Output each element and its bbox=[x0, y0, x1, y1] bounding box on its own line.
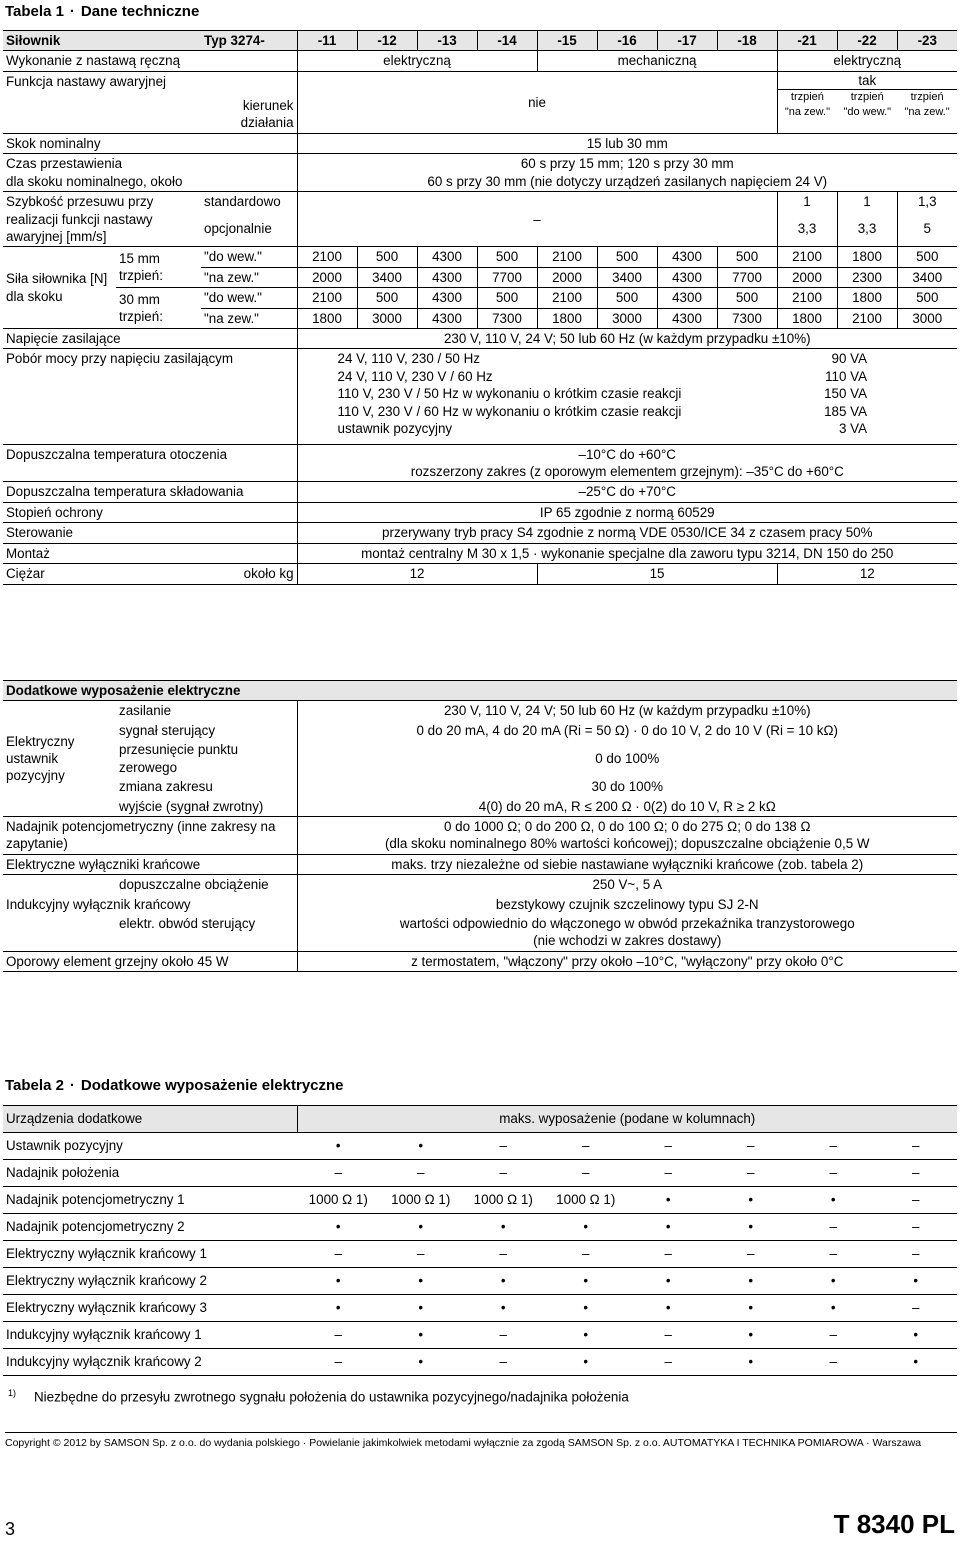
cell-text: 185 VA bbox=[824, 403, 868, 419]
table-row bbox=[3, 154, 957, 192]
cell: 4300 bbox=[417, 247, 477, 267]
cell: mechaniczną bbox=[537, 51, 777, 71]
cell-text: (dla skoku nominalnego 80% wartości końcowej); dopuszczalne obciążenie 0,5 W bbox=[384, 836, 870, 852]
table-row bbox=[3, 1133, 957, 1160]
cell: • bbox=[462, 1268, 545, 1295]
cell: – bbox=[710, 1160, 793, 1187]
table2-body bbox=[3, 1133, 957, 1376]
cell: elektryczną bbox=[297, 51, 537, 71]
empty-cell bbox=[3, 914, 116, 951]
cell: 500 bbox=[357, 247, 417, 267]
cell: – bbox=[380, 1160, 463, 1187]
row-sublabel: elektr. obwód sterujący bbox=[116, 914, 297, 951]
cell: 4300 bbox=[657, 247, 717, 267]
cell: 4300 bbox=[417, 288, 477, 308]
table-row bbox=[3, 914, 957, 951]
page-number: 3 bbox=[5, 1519, 16, 1539]
table-row bbox=[3, 1160, 957, 1187]
cell: • bbox=[380, 1349, 463, 1376]
cell: • bbox=[875, 1268, 958, 1295]
cell: 3000 bbox=[597, 308, 657, 328]
cell: – bbox=[462, 1349, 545, 1376]
cell-text: 3 VA bbox=[838, 421, 868, 437]
table-row bbox=[3, 777, 957, 796]
cell: nie bbox=[297, 71, 777, 133]
table-row bbox=[3, 1241, 957, 1268]
cell: • bbox=[710, 1214, 793, 1241]
cell: 7700 bbox=[717, 267, 777, 287]
cell: 1 bbox=[777, 192, 837, 220]
row-sublabel: sygnał sterujący bbox=[119, 722, 216, 738]
cell: 230 V, 110 V, 24 V; 50 lub 60 Hz (w każdym przypadku ±10%) bbox=[297, 701, 957, 721]
additional-equipment-table bbox=[3, 680, 957, 972]
row-label: Nadajnik potencjometryczny 2 bbox=[3, 1214, 297, 1241]
cell bbox=[837, 90, 897, 119]
cell-text: ustawnik pozycyjny bbox=[337, 421, 453, 437]
cell: 15 bbox=[537, 564, 777, 584]
table-row bbox=[3, 854, 957, 874]
cell: 4300 bbox=[657, 308, 717, 328]
cell: 4300 bbox=[417, 308, 477, 328]
cell: 1000 Ω 1) bbox=[380, 1187, 463, 1214]
cell: – bbox=[875, 1160, 958, 1187]
cell: – bbox=[545, 1241, 628, 1268]
row-sublabel: zasilanie bbox=[119, 703, 172, 719]
row-label: Siła siłownika [N] dla skoku bbox=[3, 247, 116, 329]
cell: – bbox=[297, 1349, 380, 1376]
type-col: -14 bbox=[477, 31, 537, 51]
cell bbox=[778, 90, 838, 119]
header-row bbox=[3, 31, 957, 51]
row-sublabel: standardowo bbox=[204, 194, 281, 210]
power-line bbox=[338, 403, 868, 420]
type-col: -18 bbox=[717, 31, 777, 51]
cell-text: "do wew." bbox=[843, 105, 892, 118]
row-sublabel: kierunek działania bbox=[201, 71, 297, 133]
cell: 30 do 100% bbox=[297, 777, 957, 796]
cell: 500 bbox=[477, 288, 537, 308]
type-col: -12 bbox=[357, 31, 417, 51]
cell: • bbox=[297, 1133, 380, 1160]
row-label: Skok nominalny bbox=[3, 133, 297, 153]
cell: • bbox=[462, 1214, 545, 1241]
table-row bbox=[3, 1322, 957, 1349]
cell: 2100 bbox=[297, 288, 357, 308]
cell: • bbox=[380, 1322, 463, 1349]
cell: • bbox=[792, 1268, 875, 1295]
row-label: Elektryczny wyłącznik krańcowy 2 bbox=[3, 1268, 297, 1295]
cell: • bbox=[710, 1349, 793, 1376]
cell: – bbox=[462, 1322, 545, 1349]
cell: • bbox=[792, 1187, 875, 1214]
cell: bezstykowy czujnik szczelinowy typu SJ 2-N bbox=[297, 895, 957, 914]
cell: montaż centralny M 30 x 1,5 · wykonanie specjalne dla zaworu typu 3214, DN 150 do 250 bbox=[297, 543, 957, 563]
cell: przerywany tryb pracy S4 zgodnie z normą VDE 0530/ICE 34 z czasem pracy 50% bbox=[297, 523, 957, 543]
table-row bbox=[3, 51, 957, 71]
cell: – bbox=[792, 1214, 875, 1241]
table-row bbox=[3, 192, 957, 220]
header-label: Siłownik bbox=[3, 31, 201, 51]
row-label: Montaż bbox=[3, 543, 297, 563]
row-label: Wykonanie z nastawą ręczną bbox=[3, 51, 297, 71]
cell: 15 lub 30 mm bbox=[297, 133, 957, 153]
cell: 500 bbox=[597, 247, 657, 267]
cell: • bbox=[380, 1268, 463, 1295]
cell: 0 do 20 mA, 4 do 20 mA (Ri = 50 Ω) · 0 do 10 V, 2 do 10 V (Ri = 10 kΩ) bbox=[297, 721, 957, 740]
header-typ: Typ 3274- bbox=[201, 31, 297, 51]
cell: elektryczną bbox=[777, 51, 957, 71]
cell: 1 bbox=[837, 192, 897, 220]
cell: • bbox=[545, 1349, 628, 1376]
cell: 500 bbox=[897, 288, 957, 308]
cell: – bbox=[297, 192, 777, 247]
cell: – bbox=[792, 1322, 875, 1349]
cell: – bbox=[545, 1133, 628, 1160]
cell: 1800 bbox=[837, 247, 897, 267]
cell bbox=[297, 444, 957, 482]
cell: – bbox=[297, 1241, 380, 1268]
cell: 3000 bbox=[897, 308, 957, 328]
cell: 3000 bbox=[357, 308, 417, 328]
table-row bbox=[3, 1187, 957, 1214]
row-label: Dopuszczalna temperatura otoczenia bbox=[3, 444, 297, 482]
table-row bbox=[3, 349, 957, 444]
cell-tak: tak bbox=[778, 72, 958, 90]
cell bbox=[297, 914, 957, 951]
cell: 2100 bbox=[537, 247, 597, 267]
table-row bbox=[3, 1214, 957, 1241]
cell-text: 110 VA bbox=[825, 368, 868, 384]
cell: – bbox=[875, 1133, 958, 1160]
cell: • bbox=[545, 1295, 628, 1322]
row-sublabel: "na zew." bbox=[201, 267, 297, 287]
cell: 7300 bbox=[477, 308, 537, 328]
cell: – bbox=[297, 1160, 380, 1187]
row-label: Ciężar bbox=[3, 564, 201, 584]
row-label: Sterowanie bbox=[3, 523, 297, 543]
header-value: maks. wyposażenie (podane w kolumnach) bbox=[297, 1106, 957, 1133]
table-row bbox=[3, 247, 957, 267]
cell: • bbox=[875, 1349, 958, 1376]
cell: 500 bbox=[597, 288, 657, 308]
table-row bbox=[3, 482, 957, 502]
cell: 1800 bbox=[777, 308, 837, 328]
row-sublabel: "do wew." bbox=[201, 288, 297, 308]
cell: 250 V~, 5 A bbox=[297, 875, 957, 895]
cell: 2000 bbox=[777, 267, 837, 287]
type-col: -13 bbox=[417, 31, 477, 51]
cell: – bbox=[792, 1349, 875, 1376]
table-row bbox=[3, 875, 957, 895]
cell: • bbox=[380, 1133, 463, 1160]
cell: – bbox=[627, 1133, 710, 1160]
cell-text: 60 s przy 15 mm; 120 s przy 30 mm bbox=[520, 156, 734, 172]
cell: 1000 Ω 1) bbox=[297, 1187, 380, 1214]
cell: 3,3 bbox=[837, 219, 897, 247]
type-col: -23 bbox=[897, 31, 957, 51]
row-label: Elektryczny wyłącznik krańcowy 1 bbox=[3, 1241, 297, 1268]
type-col: -22 bbox=[837, 31, 897, 51]
cell: 3400 bbox=[357, 267, 417, 287]
row-label bbox=[3, 154, 297, 192]
table-row bbox=[3, 133, 957, 153]
row-label-line: Czas przestawienia bbox=[6, 156, 123, 172]
cell-text: 150 VA bbox=[824, 386, 868, 402]
cell: • bbox=[545, 1268, 628, 1295]
row-label: Oporowy element grzejny około 45 W bbox=[3, 951, 297, 971]
type-col: -16 bbox=[597, 31, 657, 51]
type-col: -21 bbox=[777, 31, 837, 51]
cell: • bbox=[627, 1268, 710, 1295]
cell: • bbox=[545, 1322, 628, 1349]
cell: • bbox=[627, 1187, 710, 1214]
row-label: Elektryczne wyłączniki krańcowe bbox=[3, 854, 297, 874]
cell: 2100 bbox=[297, 247, 357, 267]
cell: • bbox=[297, 1295, 380, 1322]
row-label: Dopuszczalna temperatura składowania bbox=[3, 482, 297, 502]
table-row bbox=[3, 444, 957, 482]
empty-cell bbox=[3, 875, 116, 895]
cell: • bbox=[380, 1214, 463, 1241]
row-sublabel: 30 mm trzpień: bbox=[116, 288, 201, 329]
cell: • bbox=[710, 1187, 793, 1214]
cell: 2000 bbox=[537, 267, 597, 287]
cell-text: 24 V, 110 V, 230 / 50 Hz bbox=[337, 351, 480, 367]
table-row bbox=[3, 951, 957, 971]
cell: – bbox=[875, 1187, 958, 1214]
table-row bbox=[3, 816, 957, 854]
cell: 1000 Ω 1) bbox=[545, 1187, 628, 1214]
cell-text: 110 V, 230 V / 50 Hz w wykonaniu o krótkim czasie reakcji bbox=[337, 386, 682, 402]
cell: 4300 bbox=[657, 267, 717, 287]
cell: 2000 bbox=[297, 267, 357, 287]
cell bbox=[297, 349, 957, 444]
power-line bbox=[338, 368, 868, 385]
table1-title: Tabela 1 · Dane techniczne bbox=[5, 3, 200, 20]
row-label: Elektryczny wyłącznik krańcowy 3 bbox=[3, 1295, 297, 1322]
cell: 3,3 bbox=[777, 219, 837, 247]
row-label: Stopień ochrony bbox=[3, 502, 297, 522]
table-row bbox=[3, 71, 957, 133]
cell: IP 65 zgodnie z normą 60529 bbox=[297, 502, 957, 522]
cell: 500 bbox=[717, 247, 777, 267]
cell: 2300 bbox=[837, 267, 897, 287]
cell-text: trzpień bbox=[790, 91, 824, 104]
row-label: Ustawnik pozycyjny bbox=[3, 1133, 297, 1160]
cell bbox=[777, 71, 957, 133]
cell: – bbox=[627, 1241, 710, 1268]
power-line bbox=[338, 420, 868, 437]
row-label-line: dla skoku nominalnego, około bbox=[6, 173, 183, 189]
row-sublabel: "do wew." bbox=[201, 247, 297, 267]
row-sublabel: przesunięcie punktu zerowego bbox=[119, 742, 239, 775]
table-row bbox=[3, 543, 957, 563]
row-label: Elektryczny ustawnik pozycyjny bbox=[3, 701, 116, 817]
cell bbox=[297, 154, 957, 192]
table-row bbox=[3, 523, 957, 543]
header-row bbox=[3, 681, 957, 701]
cell: – bbox=[792, 1133, 875, 1160]
cell: 2100 bbox=[777, 288, 837, 308]
cell-text: "na zew." bbox=[904, 105, 950, 118]
cell: – bbox=[710, 1241, 793, 1268]
cell-text: 0 do 1000 Ω; 0 do 200 Ω, 0 do 100 Ω; 0 do 275 Ω; 0 do 138 Ω bbox=[444, 818, 811, 834]
cell: 4300 bbox=[657, 288, 717, 308]
row-label: Nadajnik położenia bbox=[3, 1160, 297, 1187]
row-label: Napięcie zasilające bbox=[3, 329, 297, 349]
cell-text: 90 VA bbox=[831, 351, 868, 367]
cell: – bbox=[380, 1241, 463, 1268]
header-label: Dodatkowe wyposażenie elektryczne bbox=[3, 681, 957, 701]
document-reference: T 8340 PL bbox=[833, 1509, 955, 1539]
row-label: Indukcyjny wyłącznik krańcowy 2 bbox=[3, 1349, 297, 1376]
table-row bbox=[3, 288, 957, 308]
type-col: -17 bbox=[657, 31, 717, 51]
cell: 3400 bbox=[897, 267, 957, 287]
cell: • bbox=[710, 1295, 793, 1322]
cell-text: wartości odpowiednio do włączonego w obwód przekaźnika tranzystorowego bbox=[399, 916, 855, 932]
table-row bbox=[3, 1349, 957, 1376]
row-sublabel: dopuszczalne obciążenie bbox=[119, 877, 269, 893]
cell: – bbox=[545, 1160, 628, 1187]
row-label: Funkcja nastawy awaryjnej bbox=[3, 71, 201, 133]
table-row bbox=[3, 701, 957, 721]
cell: 1800 bbox=[537, 308, 597, 328]
cell: – bbox=[462, 1160, 545, 1187]
cell: – bbox=[627, 1160, 710, 1187]
cell: 4300 bbox=[417, 267, 477, 287]
table-row bbox=[3, 721, 957, 740]
cell bbox=[897, 90, 957, 119]
table-row bbox=[3, 895, 957, 914]
cell: 3400 bbox=[597, 267, 657, 287]
cell: 7300 bbox=[717, 308, 777, 328]
cell: 1800 bbox=[837, 288, 897, 308]
cell: • bbox=[380, 1295, 463, 1322]
cell-text: rozszerzony zakres (z oporowym elementem grzejnym): –35°C do +60°C bbox=[410, 464, 844, 480]
cell: – bbox=[792, 1160, 875, 1187]
cell: –25°C do +70°C bbox=[297, 482, 957, 502]
cell: – bbox=[875, 1241, 958, 1268]
table-row bbox=[3, 740, 957, 777]
cell: – bbox=[627, 1349, 710, 1376]
cell: • bbox=[792, 1295, 875, 1322]
header-row bbox=[3, 1106, 957, 1133]
cell-text: 24 V, 110 V, 230 V / 60 Hz bbox=[337, 368, 493, 384]
cell: 500 bbox=[477, 247, 537, 267]
power-line bbox=[338, 385, 868, 402]
cell: • bbox=[545, 1214, 628, 1241]
row-label: Nadajnik potencjometryczny (inne zakresy na zapytanie) bbox=[3, 816, 297, 854]
cell: – bbox=[627, 1322, 710, 1349]
cell: – bbox=[875, 1214, 958, 1241]
table-row bbox=[3, 564, 957, 584]
row-label: Nadajnik potencjometryczny 1 bbox=[3, 1187, 297, 1214]
row-label: Szybkość przesuwu przy realizacji funkcji nastawy awaryjnej [mm/s] bbox=[3, 192, 201, 247]
cell: • bbox=[297, 1214, 380, 1241]
cell-text: 60 s przy 30 mm (nie dotyczy urządzeń zasilanych napięciem 24 V) bbox=[427, 173, 828, 189]
row-sublabel: "na zew." bbox=[201, 308, 297, 328]
cell: • bbox=[710, 1322, 793, 1349]
table2 bbox=[3, 1105, 957, 1376]
table-row bbox=[3, 1268, 957, 1295]
footnote bbox=[8, 1388, 629, 1406]
technical-data-table bbox=[3, 30, 957, 585]
cell: 2100 bbox=[837, 308, 897, 328]
cell: 500 bbox=[357, 288, 417, 308]
cell: – bbox=[875, 1295, 958, 1322]
footnote-mark: 1) bbox=[8, 1388, 17, 1398]
cell: 500 bbox=[897, 247, 957, 267]
table-row bbox=[3, 502, 957, 522]
cell-text: trzpień bbox=[850, 91, 884, 104]
table-row bbox=[3, 329, 957, 349]
header-label: Urządzenia dodatkowe bbox=[3, 1106, 297, 1133]
cell-text: trzpień bbox=[910, 91, 944, 104]
cell: – bbox=[462, 1241, 545, 1268]
cell: • bbox=[627, 1295, 710, 1322]
row-label: Indukcyjny wyłącznik krańcowy 1 bbox=[3, 1322, 297, 1349]
row-label: Indukcyjny wyłącznik krańcowy bbox=[6, 896, 191, 912]
cell: 2100 bbox=[777, 247, 837, 267]
cell: • bbox=[710, 1268, 793, 1295]
cell: maks. trzy niezależne od siebie nastawiane wyłączniki krańcowe (zob. tabela 2) bbox=[297, 854, 957, 874]
table-row bbox=[3, 1295, 957, 1322]
type-col: -11 bbox=[297, 31, 357, 51]
row-sublabel: około kg bbox=[201, 564, 297, 584]
cell: 7700 bbox=[477, 267, 537, 287]
cell: • bbox=[875, 1322, 958, 1349]
cell: • bbox=[462, 1295, 545, 1322]
cell: • bbox=[297, 1268, 380, 1295]
row-sublabel: wyjście (sygnał zwrotny) bbox=[116, 797, 297, 817]
row-sublabel: zmiana zakresu bbox=[119, 779, 213, 795]
cell: 1800 bbox=[297, 308, 357, 328]
type-col: -15 bbox=[537, 31, 597, 51]
cell: – bbox=[792, 1241, 875, 1268]
cell: 4(0) do 20 mA, R ≤ 200 Ω · 0(2) do 10 V, R ≥ 2 kΩ bbox=[297, 797, 957, 817]
cell bbox=[297, 816, 957, 854]
cell: – bbox=[297, 1322, 380, 1349]
cell: 1000 Ω 1) bbox=[462, 1187, 545, 1214]
cell: • bbox=[627, 1214, 710, 1241]
footnote-text: Niezbędne do przesyłu zwrotnego sygnału położenia do ustawnika pozycyjnego/nadajnika położenia bbox=[34, 1389, 629, 1405]
cell-text: –10°C do +60°C bbox=[578, 446, 676, 462]
cell-text: 110 V, 230 V / 60 Hz w wykonaniu o krótkim czasie reakcji bbox=[337, 403, 682, 419]
cell-text: (nie wchodzi w zakres dostawy) bbox=[533, 933, 722, 949]
row-sublabel: 15 mm trzpień: bbox=[116, 247, 201, 288]
cell: 12 bbox=[297, 564, 537, 584]
power-line bbox=[338, 350, 868, 367]
cell: 12 bbox=[777, 564, 957, 584]
cell: 5 bbox=[897, 219, 957, 247]
copyright: Copyright © 2012 by SAMSON Sp. z o.o. do wydania polskiego · Powielanie jakimkolwiek metodami wyłącznie za zgodą SAMSON Sp. z o.o. AUTOMATYKA I TECHNIKA POMIAROWA · Warszawa bbox=[5, 1432, 957, 1451]
table-row bbox=[3, 797, 957, 817]
cell: 230 V, 110 V, 24 V; 50 lub 60 Hz (w każdym przypadku ±10%) bbox=[297, 329, 957, 349]
cell: 1,3 bbox=[897, 192, 957, 220]
table2-title: Tabela 2 · Dodatkowe wyposażenie elektryczne bbox=[5, 1077, 344, 1094]
cell: – bbox=[462, 1133, 545, 1160]
cell: z termostatem, "włączony" przy około –10°C, "wyłączony" przy około 0°C bbox=[297, 951, 957, 971]
cell: 2100 bbox=[537, 288, 597, 308]
row-sublabel: opcjonalnie bbox=[201, 219, 297, 247]
cell: 500 bbox=[717, 288, 777, 308]
cell: – bbox=[710, 1133, 793, 1160]
cell: 0 do 100% bbox=[297, 740, 957, 777]
row-label: Pobór mocy przy napięciu zasilającym bbox=[3, 349, 297, 444]
cell-text: "na zew." bbox=[784, 105, 830, 118]
